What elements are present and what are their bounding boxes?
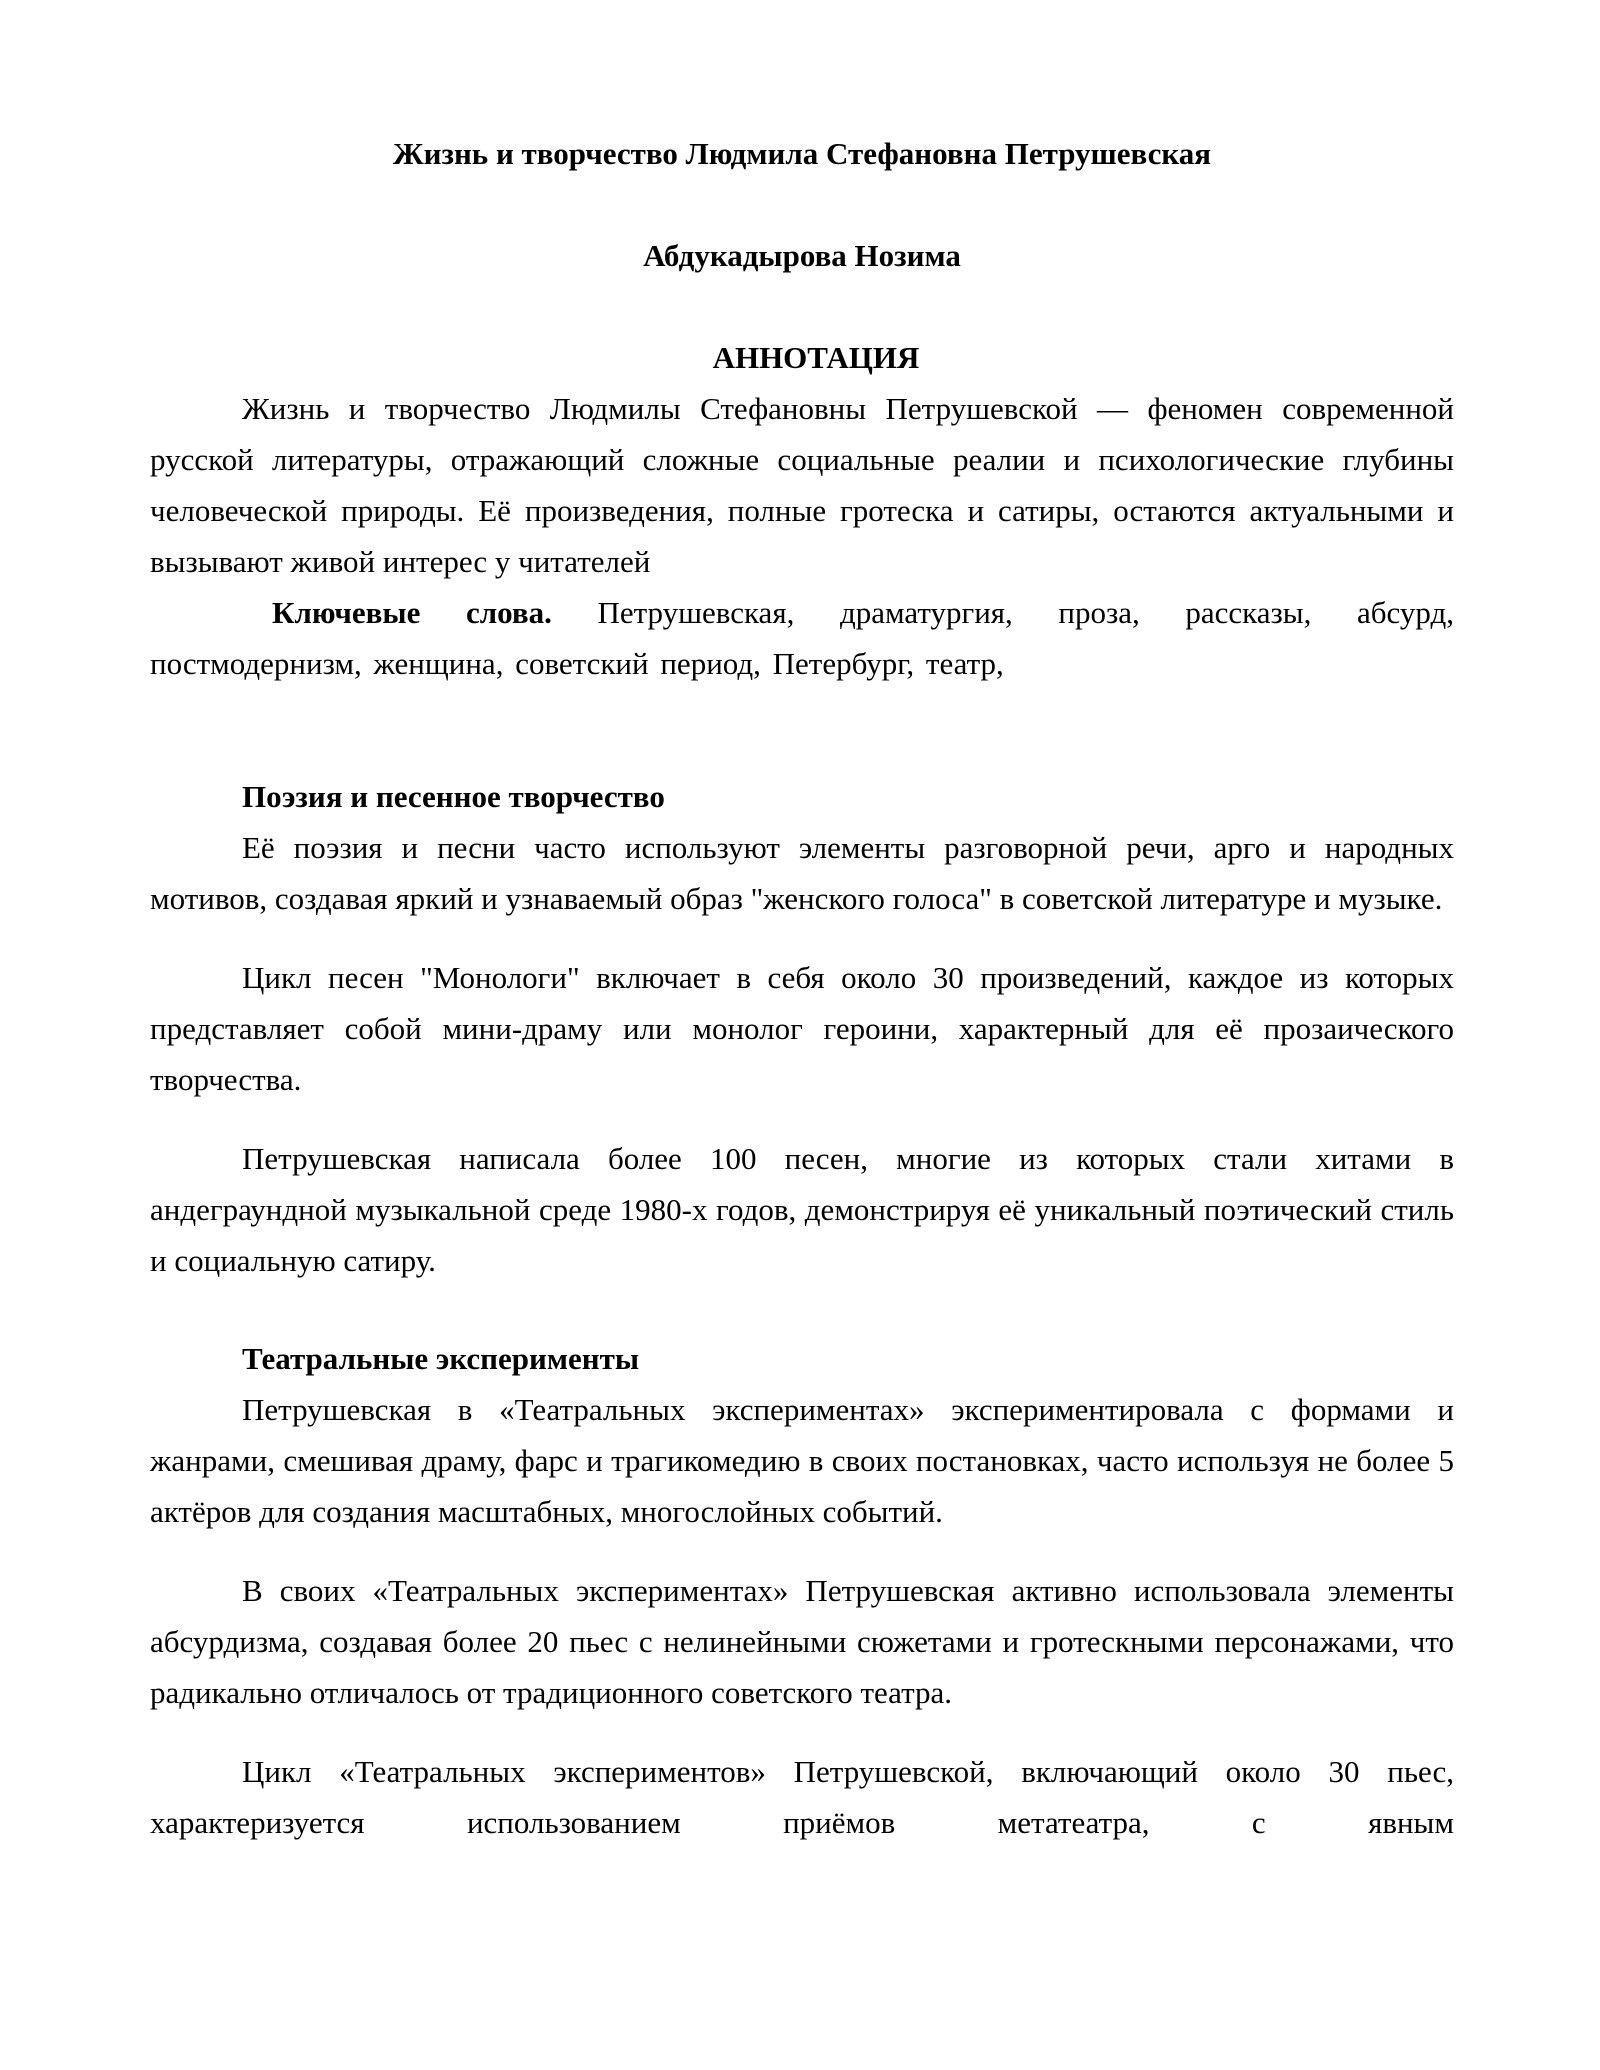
keywords	[150, 587, 1454, 689]
paper-title: Жизнь и творчество Людмила Стефановна Петрушевская	[392, 136, 1212, 171]
paragraph: Петрушевская в «Театральных экспериментах» экспериментировала с формами и жанрами, смешивая драму, фарс и трагикомедию в своих постановках, часто используя не более 5 актёров для создания масштабных, многослойных событий.	[150, 1392, 1454, 1529]
paragraph: Цикл песен "Монологи" включает в себя около 30 произведений, каждое из которых представляет собой мини-драму или монолог героини, характерный для её прозаического творчества.	[150, 960, 1454, 1097]
keywords-text: Петрушевская, драматургия, проза, рассказы, абсурд, постмодернизм, женщина, советский период, Петербург, театр,	[150, 595, 1454, 681]
abstract-heading: АННОТАЦИЯ	[712, 340, 920, 375]
keywords-label: Ключевые слова.	[272, 595, 552, 630]
section-heading-poetry: Поэзия и песенное творчество	[242, 779, 665, 814]
paragraph: Цикл «Театральных экспериментов» Петрушевской, включающий около 30 пьес, характеризуется использованием приёмов метатеатра, с явным	[150, 1754, 1454, 1840]
paragraph: Петрушевская написала более 100 песен, многие из которых стали хитами в андеграундной музыкальной среде 1980-х годов, демонстрируя её уникальный поэтический стиль и социальную сатиру.	[150, 1141, 1454, 1278]
section-heading-theatre: Театральные эксперименты	[242, 1341, 640, 1376]
abstract-text: Жизнь и творчество Людмилы Стефановны Петрушевской — феномен современной русской литературы, отражающий сложные социальные реалии и психологические глубины человеческой природы. Её произведения, полные гротеска и сатиры, остаются актуальными и вызывают живой интерес у читателей	[150, 391, 1454, 579]
paper-author: Абдукадырова Нозима	[643, 238, 961, 273]
paragraph: В своих «Театральных экспериментах» Петрушевская активно использовала элементы абсурдизма, создавая более 20 пьес с нелинейными сюжетами и гротескными персонажами, что радикально отличалось от традиционного советского театра.	[150, 1573, 1454, 1710]
paragraph: Её поэзия и песни часто используют элементы разговорной речи, арго и народных мотивов, создавая яркий и узнаваемый образ "женского голоса" в советской литературе и музыке.	[150, 830, 1454, 916]
